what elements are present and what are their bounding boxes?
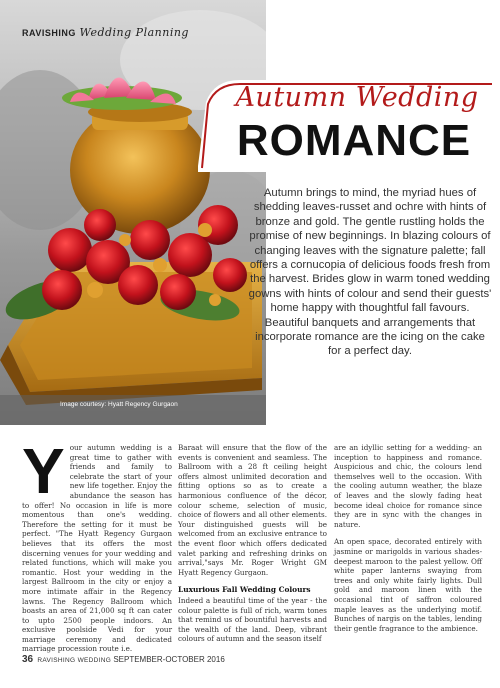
header-section: Wedding Planning (79, 26, 189, 39)
hero-photo (0, 0, 266, 425)
column-3-paragraph-2: An open space, decorated entirely with jasmine or marigolds in various shades-deepest maroon to the palest yellow. Off white paper lanterns swaying from trees and only white fairly lights. Dull gold and maroon linen with the occasional tint of saffron coloured maple leaves as the underlying motif. Bunches of nargis on the tables, lending their gentle fragrance to the ambience. (334, 537, 482, 633)
body-column-1 (22, 435, 172, 662)
intro-paragraph: Autumn brings to mind, the myriad hues of shedding leaves-russet and ochre with hints of bronze and gold. The gentle rustling holds the promise of new beginnings. In blazing colours of changing leaves with the signature palette; fall offers a cornucopia of delicious foods fresh from the harvest. Brides glow in warm toned wedding gowns with hints of colour and send their guests' home happy with thoughtful fall favours. Beautiful banquets and arrangements that incorporate romance are the icing on the cake for a perfect day. (248, 187, 492, 358)
footer-issue: SEPTEMBER-OCTOBER 2016 (113, 655, 225, 664)
footer-magazine: RAVISHING (37, 657, 76, 664)
title-block (196, 76, 500, 172)
column-2-paragraph-1: Baraat will ensure that the flow of the events is convenient and seamless. The Ballroom with a 28 ft ceiling height offers almost unlimited decoration and fitting options so as to create a harmonious confluence of the décor, colour scheme, selection of music, choice of flowers and all other elements. Your distinguished guests will be welcomed from an exclusive entrance to the event floor which offers dedicated valet parking and refreshing drinks on arrival,"says Mr. Roger Wright GM Hyatt Regency Gurgaon. (178, 443, 327, 577)
title-script: Autumn Wedding (235, 82, 479, 113)
page-number: 36 (22, 654, 34, 665)
footer-magazine-sub: WEDDING (77, 657, 112, 664)
body-column-2 (178, 443, 327, 652)
column-1-paragraph (22, 435, 172, 654)
photo-credit: Image courtesy: Hyatt Regency Gurgaon (60, 401, 178, 408)
body-column-3 (334, 443, 482, 641)
column-1-text: our autumn wedding is a great time to gather with friends and family to celebrate the start of your new life together. Enjoy the abundance the season has to offer! No occasion in life is more momentous than one's wedding. Therefore the setting for it must be perfect. "The Hyatt Regency Gurgaon believes that its offers the most discerning venues for your wedding and related functions, which will make you romantic. Host your wedding in the largest Ballroom in the city or enjoy a more intimate affair in the Regency lawns. The Regency Ballroom which boasts an area of 21,000 sq ft can cater to upto 2500 people indoors. An exclusive poolside Vedi for your marriage ceremony and dedicated marriage procession route i.e. (22, 443, 172, 654)
page-footer (22, 654, 225, 665)
drop-cap: Y (22, 435, 65, 507)
header-brand: RAVISHING (22, 28, 76, 38)
floral-arrangement-image (0, 0, 266, 425)
page-title: ROMANCE (236, 116, 472, 165)
section-header (22, 26, 189, 39)
column-2-subheading: Luxurious Fall Wedding Colours (178, 585, 311, 595)
column-3-paragraph-1: are an idyllic setting for a wedding- an inception to happiness and romance. Auspicious and chic, the colours lend themselves well to the occasion. With the cooling autumn weather, the blaze of leaves and the slowly fading heat become ideal choice for romance since they are in sync with the changes in nature. (334, 443, 482, 529)
column-2-paragraph-2: Indeed a beautiful time of the year - the colour palette is full of rich, warm tones that remind us of bountiful harvests and the wealth of the land. Deep, vibrant colours of autumn and the season itself (178, 595, 327, 644)
